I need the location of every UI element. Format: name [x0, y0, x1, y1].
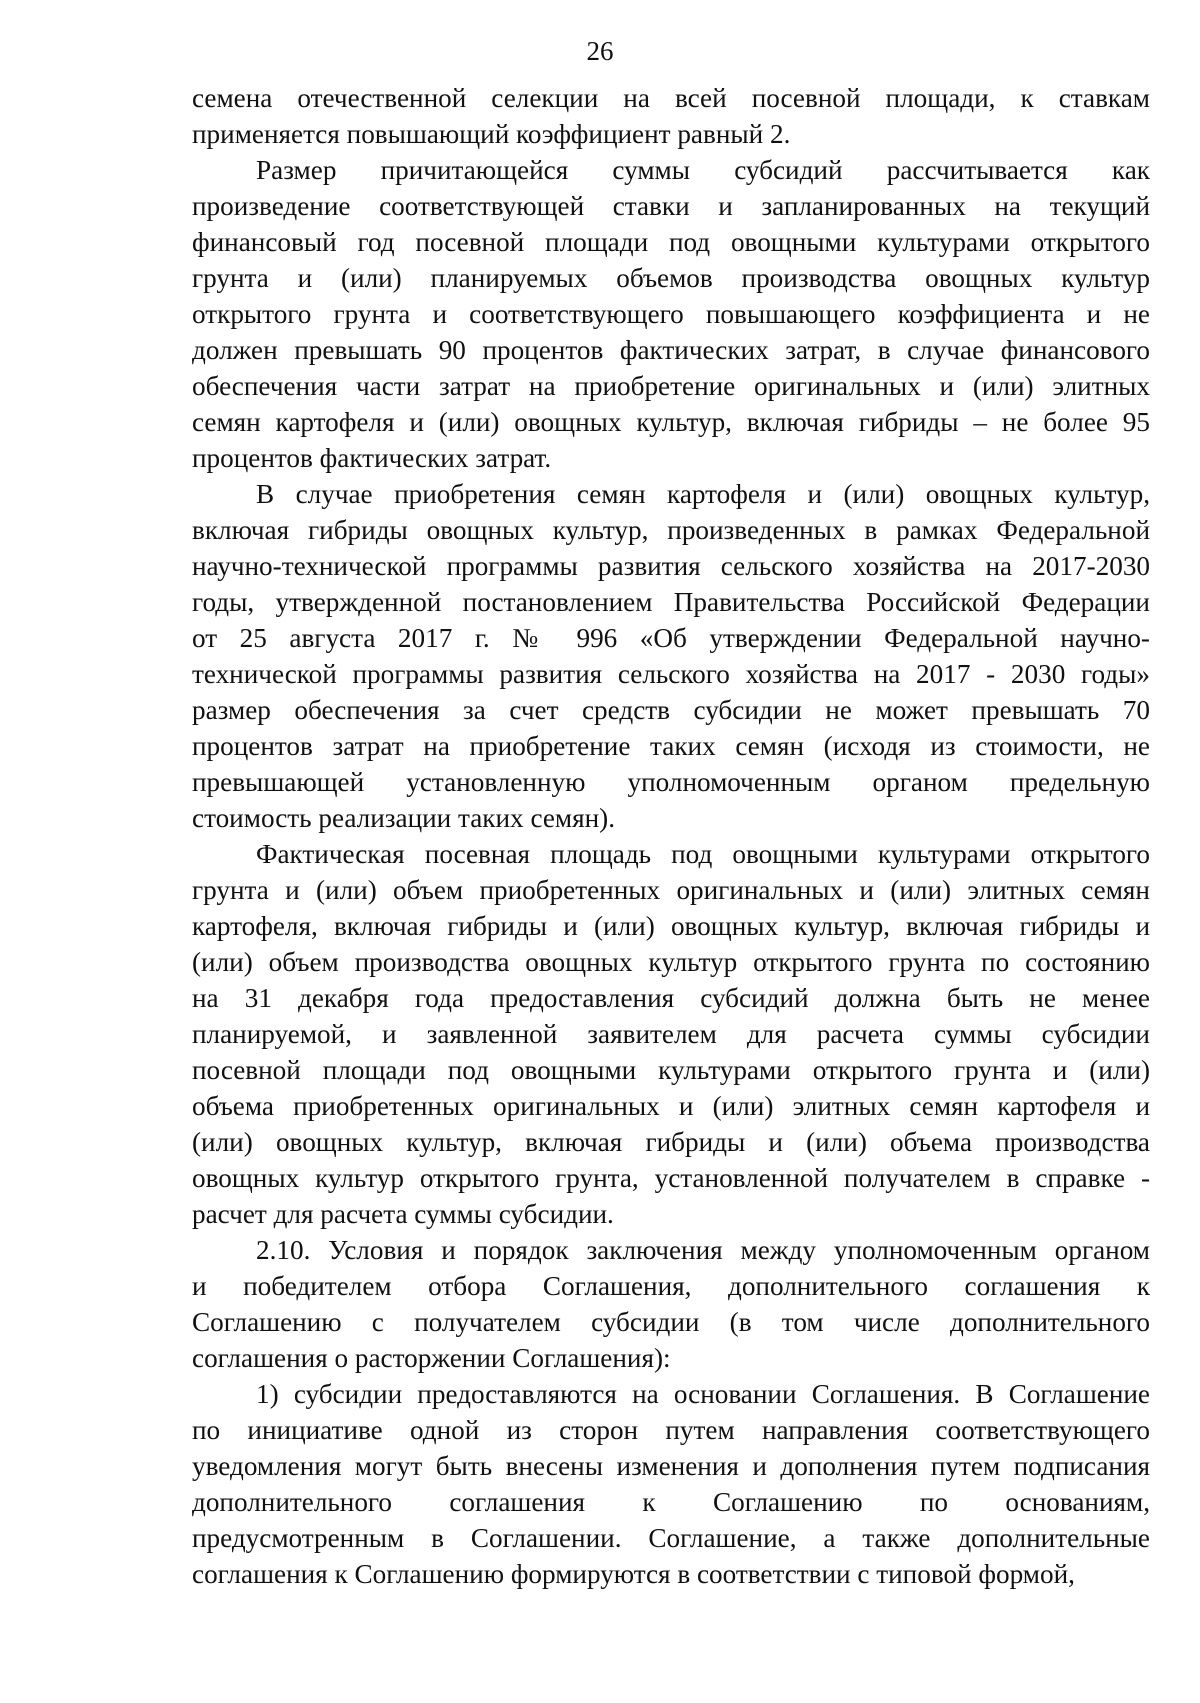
text-line: применяется повышающий коэффициент равный 2. [192, 119, 791, 149]
paragraph [192, 476, 1150, 836]
text-line: объема приобретенных оригинальных и (или) элитных семян картофеля и [192, 1091, 1150, 1121]
paragraph [192, 836, 1150, 1232]
page-number: 26 [586, 36, 614, 66]
text-line: процентов затрат на приобретение таких семян (исходя из стоимости, не [192, 731, 1150, 761]
paragraph [192, 80, 1150, 152]
text-line: картофеля, включая гибриды и (или) овощных культур, включая гибриды и [192, 911, 1150, 941]
text-line: 2.10. Условия и порядок заключения между уполномоченным органом [256, 1235, 1150, 1265]
text-line: превышающей установленную уполномоченным органом предельную [192, 767, 1150, 797]
text-line: семена отечественной селекции на всей посевной площади, к ставкам [192, 83, 1150, 113]
text-line: на 31 декабря года предоставления субсидий должна быть не менее [192, 983, 1150, 1013]
text-line: соглашения о расторжении Соглашения): [192, 1343, 671, 1373]
text-line: посевной площади под овощными культурами открытого грунта и (или) [192, 1055, 1150, 1085]
text-line: должен превышать 90 процентов фактических затрат, в случае финансового [192, 335, 1150, 365]
text-line: дополнительного соглашения к Соглашению по основаниям, [192, 1487, 1150, 1517]
text-line: грунта и (или) объем приобретенных оригинальных и (или) элитных семян [192, 875, 1150, 905]
text-line: и победителем отбора Соглашения, дополнительного соглашения к [192, 1271, 1150, 1301]
text-line: соглашения к Соглашению формируются в соответствии с типовой формой, [192, 1559, 1075, 1589]
text-line: обеспечения части затрат на приобретение оригинальных и (или) элитных [192, 371, 1150, 401]
text-line: расчет для расчета суммы субсидии. [192, 1199, 614, 1229]
text-line: 1) субсидии предоставляются на основании Соглашения. В Соглашение [256, 1379, 1150, 1409]
text-line: научно-технической программы развития сельского хозяйства на 2017-2030 [192, 551, 1150, 581]
text-line: технической программы развития сельского хозяйства на 2017 - 2030 годы» [192, 659, 1150, 689]
text-line: включая гибриды овощных культур, произведенных в рамках Федеральной [192, 515, 1150, 545]
text-line: (или) овощных культур, включая гибриды и (или) объема производства [192, 1127, 1150, 1157]
paragraph [192, 1376, 1150, 1592]
text-line: финансовый год посевной площади под овощными культурами открытого [192, 227, 1150, 257]
text-line: от 25 августа 2017 г. № 996 «Об утверждении Федеральной научно- [192, 623, 1150, 653]
document-body [192, 80, 1150, 1592]
text-line: стоимость реализации таких семян). [192, 803, 616, 833]
text-line: Размер причитающейся суммы субсидий рассчитывается как [256, 155, 1150, 185]
text-line: планируемой, и заявленной заявителем для расчета суммы субсидии [192, 1019, 1150, 1049]
text-line: по инициативе одной из сторон путем направления соответствующего [192, 1415, 1150, 1445]
paragraph [192, 152, 1150, 476]
paragraph [192, 1232, 1150, 1376]
text-line: открытого грунта и соответствующего повышающего коэффициента и не [192, 299, 1150, 329]
text-line: процентов фактических затрат. [192, 443, 552, 473]
text-line: предусмотренным в Соглашении. Соглашение, а также дополнительные [192, 1523, 1150, 1553]
text-line: произведение соответствующей ставки и запланированных на текущий [192, 191, 1150, 221]
text-line: семян картофеля и (или) овощных культур, включая гибриды – не более 95 [192, 407, 1150, 437]
text-line: грунта и (или) планируемых объемов производства овощных культур [192, 263, 1150, 293]
text-line: размер обеспечения за счет средств субсидии не может превышать 70 [192, 695, 1150, 725]
text-line: (или) объем производства овощных культур открытого грунта по состоянию [192, 947, 1150, 977]
text-line: В случае приобретения семян картофеля и (или) овощных культур, [256, 479, 1150, 509]
text-line: годы, утвержденной постановлением Правительства Российской Федерации [192, 587, 1150, 617]
text-line: овощных культур открытого грунта, установленной получателем в справке - [192, 1163, 1150, 1193]
text-line: Соглашению с получателем субсидии (в том числе дополнительного [192, 1307, 1150, 1337]
text-line: уведомления могут быть внесены изменения и дополнения путем подписания [192, 1451, 1150, 1481]
text-line: Фактическая посевная площадь под овощными культурами открытого [256, 839, 1150, 869]
